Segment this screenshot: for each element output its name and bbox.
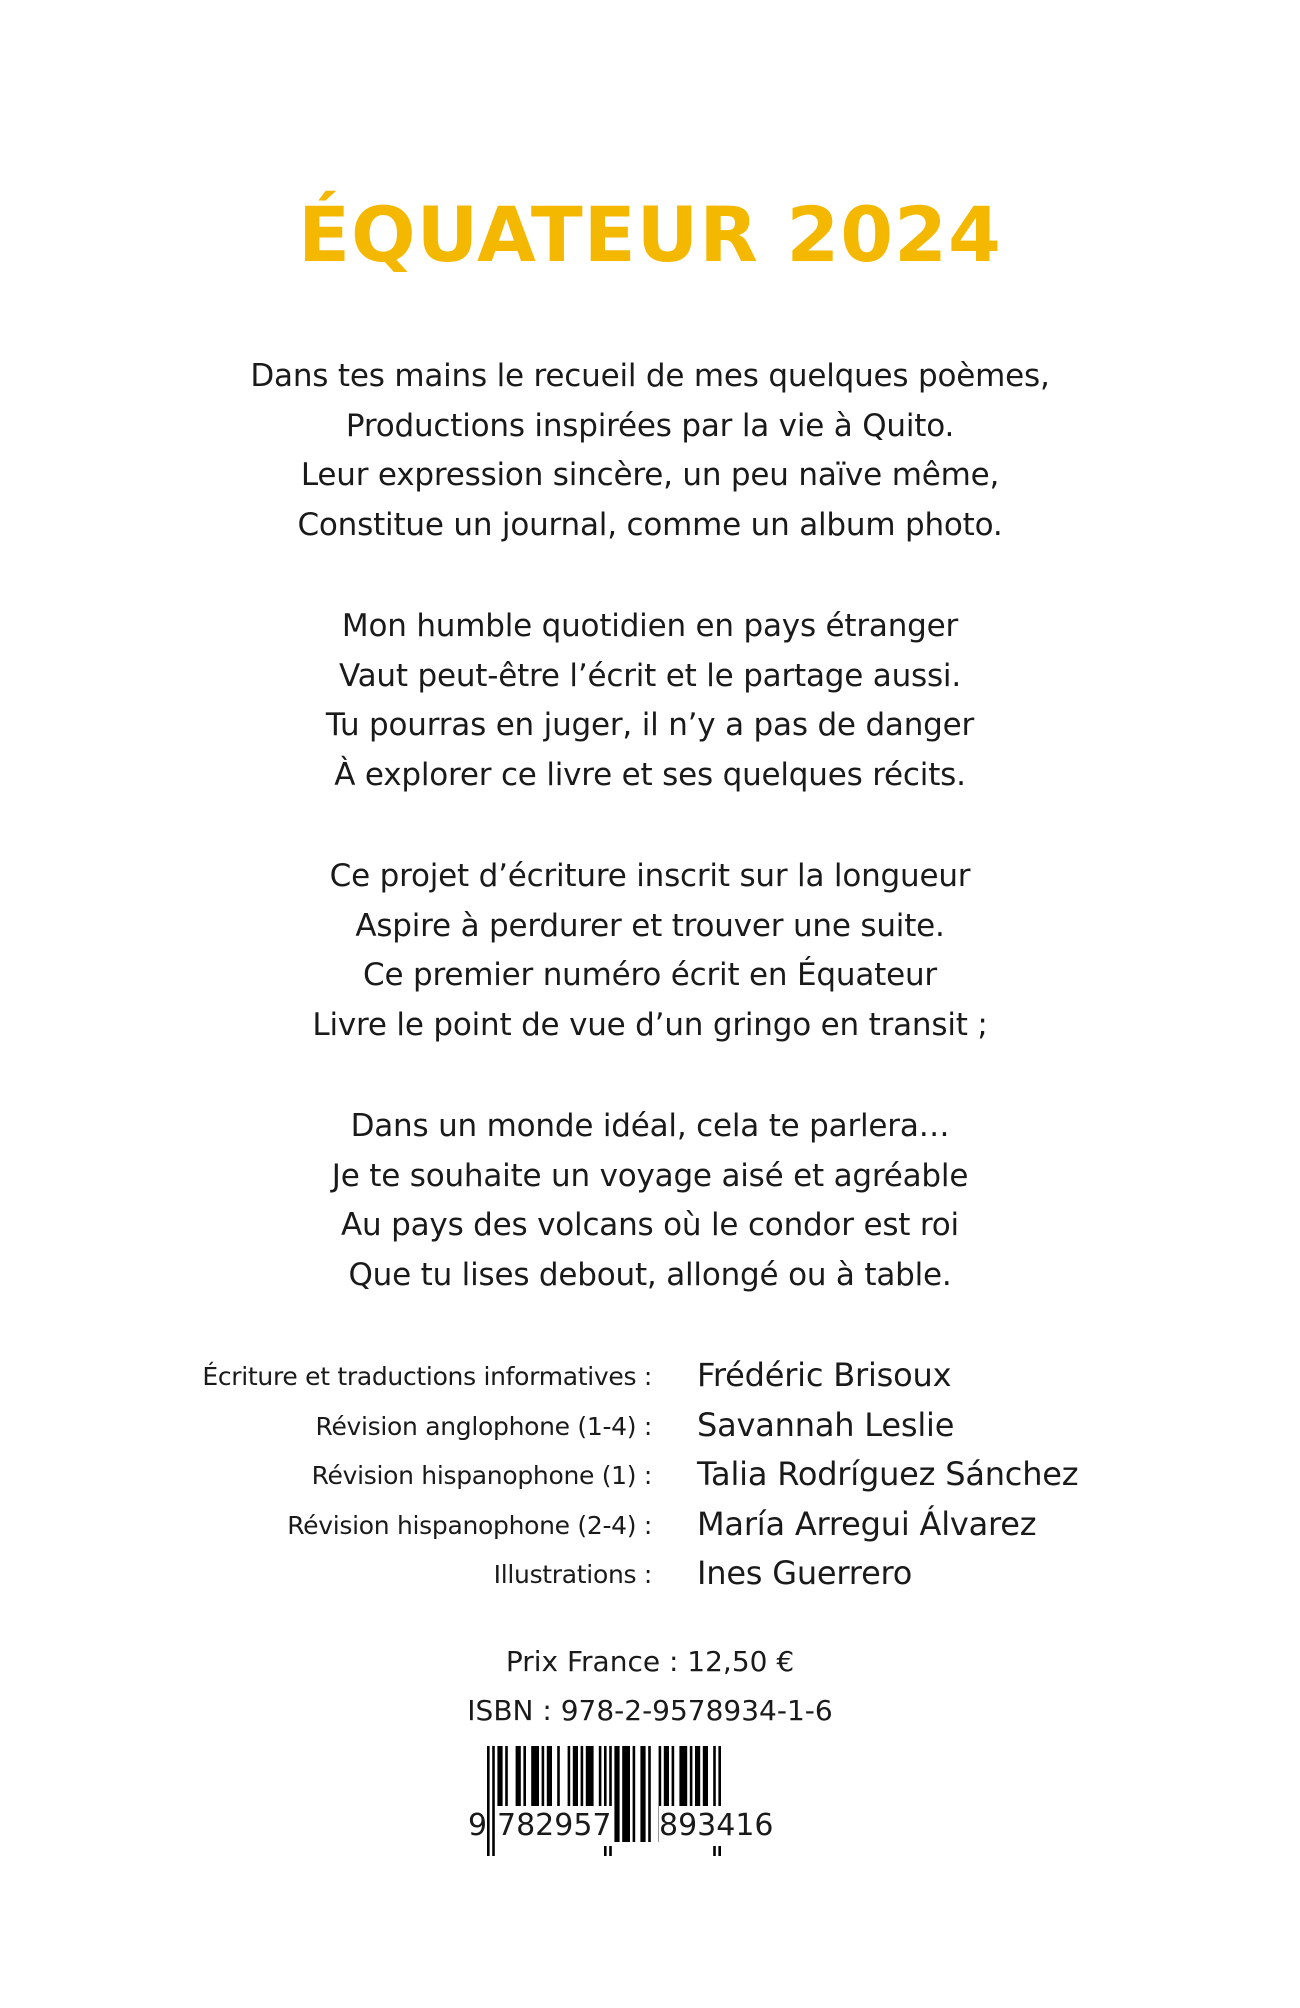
poem-line: Ce premier numéro écrit en Équateur (363, 957, 937, 993)
barcode-bar (492, 1746, 495, 1856)
credit-row (0, 1550, 1300, 1600)
credit-row (0, 1451, 1300, 1501)
stanza (0, 852, 1300, 1050)
poem-line: Tu pourras en juger, il n’y a pas de danger (325, 707, 975, 743)
barcode-digits-left: 782957 (497, 1806, 612, 1846)
poem-line: Au pays des volcans où le condor est roi (341, 1207, 959, 1243)
poem-line: Constitue un journal, comme un album photo. (297, 506, 1003, 543)
poem-line: Que tu lises debout, allongé ou à table. (348, 1256, 952, 1293)
poem-line: Ce projet d’écriture inscrit sur la longueur (329, 858, 971, 894)
poem-line: Dans un monde idéal, cela te parlera… (350, 1108, 950, 1144)
credit-name: Ines Guerrero (697, 1554, 913, 1592)
poem-line: Productions inspirées par la vie à Quito. (345, 407, 955, 444)
poem-line: Je te souhaite un voyage aisé et agréable (331, 1157, 969, 1194)
barcode-bar (648, 1746, 651, 1842)
credit-name: María Arregui Álvarez (697, 1504, 1037, 1543)
credit-row (0, 1352, 1300, 1402)
credit-name: Talia Rodríguez Sánchez (697, 1455, 1079, 1493)
credit-role: Révision hispanophone (1) : (311, 1461, 652, 1490)
barcode-bar (640, 1746, 645, 1842)
poem-line: Dans tes mains le recueil de mes quelques poèmes, (250, 358, 1050, 394)
barcode-digits-right: 893416 (659, 1806, 774, 1846)
credit-row (0, 1501, 1300, 1551)
credit-name: Frédéric Brisoux (697, 1356, 952, 1394)
stanza (0, 352, 1300, 550)
barcode-bar (633, 1746, 636, 1842)
credit-role: Révision anglophone (1-4) : (315, 1411, 652, 1441)
credit-role: Illustrations : (493, 1560, 652, 1589)
barcode-digit-first: 9 (468, 1806, 487, 1846)
poem (0, 352, 1300, 1352)
book-title: ÉQUATEUR 2024 (298, 190, 1002, 279)
credit-role: Écriture et traductions informatives : (202, 1362, 652, 1391)
poem-line: Livre le point de vue d’un gringo en transit ; (312, 1006, 988, 1043)
credit-name: Savannah Leslie (697, 1405, 955, 1444)
poem-line: Leur expression sincère, un peu naïve même, (300, 457, 1000, 493)
barcode-bar (487, 1746, 490, 1856)
isbn: ISBN : 978-2-9578934-1-6 (467, 1694, 833, 1727)
poem-line: Aspire à perdurer et trouver une suite. (355, 907, 945, 944)
barcode-bar (614, 1746, 619, 1842)
credit-row (0, 1402, 1300, 1452)
price: Prix France : 12,50 € (505, 1645, 795, 1678)
stanza (0, 1102, 1300, 1300)
poem-line: Mon humble quotidien en pays étranger (341, 608, 959, 644)
credits (0, 1352, 1300, 1600)
barcode-bar (622, 1746, 630, 1842)
poem-line: Vaut peut-être l’écrit et le partage aussi. (339, 657, 961, 694)
poem-line: À explorer ce livre et ses quelques récits. (334, 756, 966, 793)
credit-role: Révision hispanophone (2-4) : (287, 1510, 652, 1540)
stanza (0, 602, 1300, 800)
